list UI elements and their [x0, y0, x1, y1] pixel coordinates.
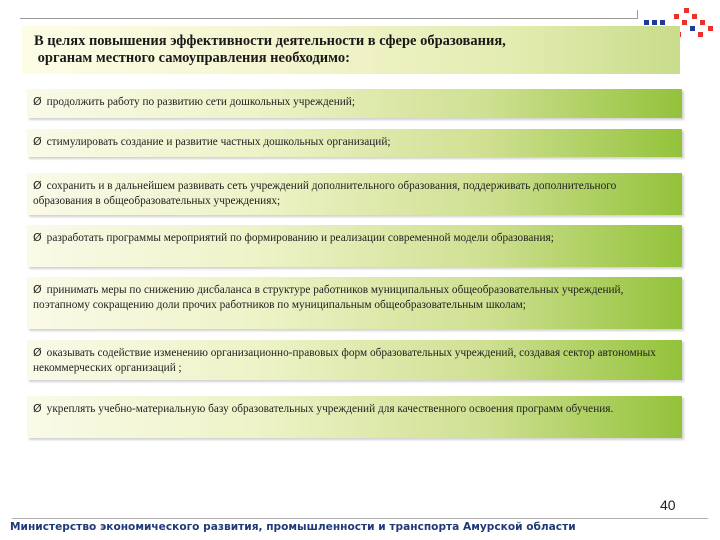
- list-item-text: разработать программы мероприятий по формированию и реализации современной модели образования;: [46, 232, 554, 244]
- arrow-bullet-icon: Ø: [33, 95, 42, 108]
- header-rule-tick: [637, 10, 638, 19]
- logo-dot: [682, 20, 687, 25]
- logo-dot: [708, 26, 713, 31]
- logo-dot: [684, 8, 689, 13]
- list-item: [27, 225, 682, 267]
- logo-dot: [700, 20, 705, 25]
- logo-dot: [652, 20, 657, 25]
- list-item-text: продолжить работу по развитию сети дошкольных учреждений;: [46, 96, 355, 108]
- list-item: [27, 396, 682, 438]
- list-item-text: сохранить и в дальнейшем развивать сеть учреждений дополнительного образования, поддерживать дополнительного образования в общеобразовательных учреждениях;: [33, 180, 617, 207]
- arrow-bullet-icon: Ø: [33, 283, 42, 296]
- list-item: [27, 277, 682, 329]
- title-box: [22, 26, 680, 74]
- arrow-bullet-icon: Ø: [33, 402, 42, 415]
- logo-dot: [698, 32, 703, 37]
- arrow-bullet-icon: Ø: [33, 231, 42, 244]
- list-item: [27, 173, 682, 215]
- list-item: [27, 129, 682, 157]
- logo-dot: [660, 20, 665, 25]
- list-item: [27, 340, 682, 380]
- logo-dot: [674, 14, 679, 19]
- slide-title-line-1: В целях повышения эффективности деятельности в сфере образования,: [34, 33, 506, 49]
- arrow-bullet-icon: Ø: [33, 135, 42, 148]
- slide-title-line-2: органам местного самоуправления необходимо:: [34, 50, 350, 66]
- list-item-text: принимать меры по снижению дисбаланса в структуре работников муниципальных общеобразовательных учреждений, поэтапному сокращению доли прочих работников по муниципальным общеобразовательным школам;: [33, 284, 624, 311]
- list-item-text: стимулировать создание и развитие частных дошкольных организаций;: [46, 136, 391, 148]
- arrow-bullet-icon: Ø: [33, 179, 42, 192]
- logo-dot: [690, 26, 695, 31]
- list-item: [27, 89, 682, 118]
- header-rule: [20, 18, 638, 19]
- list-item-text: укреплять учебно-материальную базу образовательных учреждений для качественного освоения программ обучения.: [46, 403, 614, 415]
- list-item-text: оказывать содействие изменению организационно-правовых форм образовательных учреждений, создавая сектор автономных некоммерческих организаций ;: [33, 347, 656, 374]
- page-number: 40: [660, 497, 676, 513]
- arrow-bullet-icon: Ø: [33, 346, 42, 359]
- logo-dot: [692, 14, 697, 19]
- footer-rule: [12, 518, 708, 519]
- logo-dot: [644, 20, 649, 25]
- footer-organization: Министерство экономического развития, промышленности и транспорта Амурской области: [10, 521, 576, 533]
